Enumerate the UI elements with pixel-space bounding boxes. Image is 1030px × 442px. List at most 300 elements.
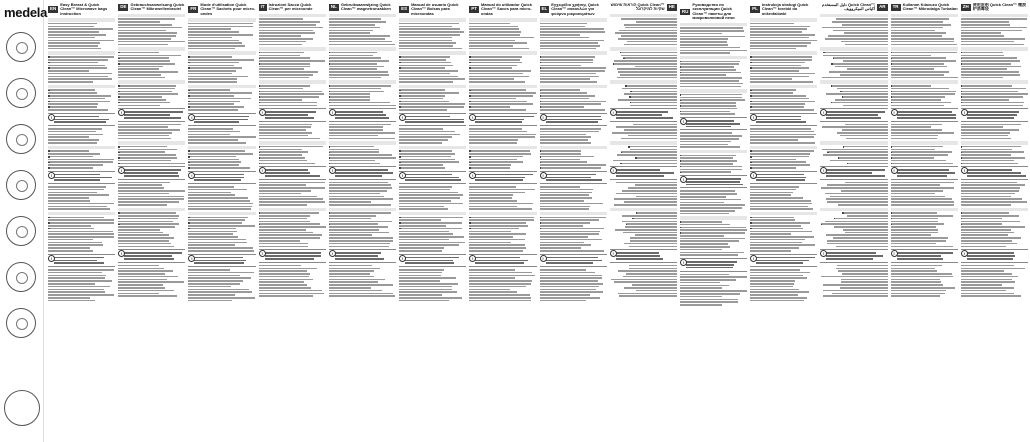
text-line (680, 282, 721, 284)
text-line (961, 138, 1011, 140)
text-line (329, 77, 381, 79)
text-line (841, 279, 888, 281)
text-line (188, 206, 252, 208)
text-line (961, 182, 1018, 184)
text-line (188, 272, 254, 274)
text-line (891, 44, 957, 46)
figure-3 (6, 124, 38, 154)
text-line (961, 93, 1028, 95)
text-line (118, 21, 160, 23)
text-line (834, 218, 888, 220)
text-line (825, 38, 887, 40)
text-line (961, 223, 1002, 225)
text-line (625, 27, 677, 29)
text-line (48, 81, 93, 83)
section-heading-bar (188, 51, 255, 55)
text-line (188, 194, 234, 196)
text-line (961, 129, 1019, 131)
text-line (259, 246, 309, 248)
text-line (680, 232, 745, 234)
text-line (750, 206, 808, 208)
column-header (469, 3, 536, 16)
text-line (259, 223, 321, 225)
text-line (329, 60, 389, 62)
text-line (188, 42, 242, 44)
text-line (329, 198, 393, 200)
text-line (891, 270, 938, 272)
text-line (891, 193, 936, 195)
text-line (48, 197, 89, 199)
column-header (891, 3, 958, 12)
text-line (399, 103, 465, 105)
text-line (329, 68, 378, 70)
section-heading-bar (680, 89, 747, 93)
text-line (891, 290, 946, 292)
text-line (961, 232, 1014, 234)
text-line (750, 139, 798, 141)
column-title: Руководство по эксплуатации Quick Clean™ пакеты для микроволновой печи (692, 3, 735, 21)
warning-note (680, 175, 747, 189)
text-line (118, 240, 169, 242)
text-line (540, 92, 588, 94)
text-line (188, 101, 240, 103)
illustration-panel (0, 0, 48, 442)
section-heading-bar (750, 18, 817, 22)
text-line (259, 32, 315, 34)
text-line (48, 250, 93, 252)
text-line (891, 281, 941, 283)
text-line (118, 223, 179, 225)
text-line (750, 283, 794, 285)
figure-2 (6, 78, 38, 108)
text-line (329, 212, 391, 214)
text-line (188, 247, 253, 249)
text-line (680, 279, 736, 281)
text-line (680, 113, 735, 115)
text-line (469, 134, 536, 136)
text-line (961, 66, 1021, 68)
text-line (48, 67, 107, 69)
text-line (329, 135, 379, 137)
text-line (961, 63, 1012, 65)
text-line (469, 242, 511, 244)
warning-note (48, 254, 115, 268)
text-line (961, 154, 1011, 156)
text-line (469, 167, 509, 169)
section-heading-bar (891, 208, 958, 212)
text-line (399, 164, 443, 166)
text-line (469, 297, 531, 299)
text-line (399, 277, 456, 279)
text-line (540, 106, 584, 108)
text-line (259, 279, 313, 281)
text-line (891, 77, 958, 79)
text-line (259, 163, 315, 165)
section-heading-bar (188, 146, 255, 150)
text-line (823, 52, 887, 54)
text-line (540, 76, 599, 78)
text-line (118, 279, 167, 281)
text-line (823, 295, 888, 297)
text-line (259, 91, 323, 93)
text-line (750, 142, 815, 144)
text-line (825, 221, 888, 223)
text-line (540, 225, 584, 227)
text-line (680, 66, 734, 68)
section-heading-bar (680, 150, 747, 154)
text-line (680, 246, 730, 248)
text-line (680, 290, 747, 292)
text-line (540, 194, 589, 196)
text-line (750, 89, 796, 91)
text-line (399, 106, 464, 108)
text-line (750, 106, 804, 108)
text-line (48, 269, 114, 271)
text-line (188, 67, 242, 69)
text-line (188, 200, 250, 202)
section-heading-bar (820, 141, 887, 145)
language-column (469, 3, 536, 439)
text-line (118, 229, 160, 231)
text-line (961, 99, 1009, 101)
text-line (680, 166, 742, 168)
text-line (540, 192, 593, 194)
text-line (399, 275, 441, 277)
text-line (622, 88, 677, 90)
text-line (750, 225, 801, 227)
text-line (891, 229, 938, 231)
text-line (188, 225, 255, 227)
text-line (329, 193, 380, 195)
text-line (118, 157, 177, 159)
text-line (891, 30, 935, 32)
text-line (188, 89, 229, 91)
text-line (329, 102, 391, 104)
text-line (118, 221, 173, 223)
text-line (635, 184, 677, 186)
text-line (188, 300, 231, 302)
section-heading-bar (329, 80, 396, 84)
text-line (750, 28, 807, 30)
text-line (680, 229, 747, 231)
text-line (118, 193, 168, 195)
text-line (329, 138, 395, 140)
text-line (259, 196, 318, 198)
section-heading-bar (469, 146, 536, 150)
text-line (961, 229, 1011, 231)
text-line (188, 28, 230, 30)
text-line (622, 215, 677, 217)
text-line (891, 32, 947, 34)
text-line (329, 35, 390, 37)
section-heading-bar (820, 47, 887, 51)
warning-note (469, 254, 536, 268)
text-line (188, 291, 251, 293)
column-title: دليل المستخدم Quick Clean™ أكياس الميكروويف (821, 3, 876, 12)
text-line (540, 164, 606, 166)
text-line (891, 85, 931, 87)
text-line (399, 203, 463, 205)
text-line (837, 132, 887, 134)
text-line (259, 149, 303, 151)
text-line (259, 284, 308, 286)
text-line (329, 96, 370, 98)
section-heading-bar (610, 208, 677, 212)
section-heading-bar (961, 80, 1028, 84)
text-line (680, 293, 740, 295)
text-line (750, 189, 796, 191)
text-line (540, 300, 586, 302)
text-line (540, 142, 592, 144)
text-line (831, 85, 888, 87)
text-line (329, 132, 395, 134)
text-line (961, 290, 1006, 292)
text-line (469, 153, 531, 155)
text-line (469, 103, 533, 105)
text-line (48, 109, 108, 111)
text-line (961, 221, 1020, 223)
text-line (540, 81, 598, 83)
text-line (961, 60, 1020, 62)
text-line (844, 32, 888, 34)
text-line (188, 136, 255, 138)
text-line (750, 78, 792, 80)
text-line (891, 182, 954, 184)
text-line (838, 157, 888, 159)
text-line (837, 88, 888, 90)
text-line (259, 52, 305, 54)
text-line (118, 66, 162, 68)
text-line (48, 76, 108, 78)
section-heading-bar (259, 47, 326, 51)
text-line (540, 136, 592, 138)
text-line (399, 250, 442, 252)
text-line (329, 265, 372, 267)
text-line (540, 228, 604, 230)
text-line (259, 265, 301, 267)
text-line (118, 71, 178, 73)
text-line (399, 42, 456, 44)
text-line (540, 236, 589, 238)
text-line (259, 96, 319, 98)
text-line (540, 40, 604, 42)
text-line (188, 98, 251, 100)
text-line (680, 105, 736, 107)
warning-note (961, 108, 1028, 122)
text-line (118, 30, 166, 32)
text-line (750, 291, 809, 293)
text-line (469, 194, 512, 196)
text-line (840, 135, 888, 137)
text-line (329, 57, 381, 59)
language-code-badge: EN (50, 6, 57, 12)
text-line (891, 99, 942, 101)
text-line (48, 294, 114, 296)
column-header (750, 3, 817, 16)
section-heading-bar (540, 212, 607, 216)
warning-note (48, 113, 115, 127)
text-line (961, 284, 1002, 286)
text-line (750, 300, 803, 302)
text-line (630, 105, 677, 107)
text-line (891, 35, 942, 37)
text-line (399, 37, 452, 39)
text-line (540, 247, 581, 249)
column-title: Instrukcja obsługi Quick Clean™ torebki do mikrofalówki (761, 3, 809, 16)
text-line (399, 150, 452, 152)
text-line (961, 102, 1024, 104)
column-title: Gebrauchsanweisung Quick Clean™ Mikrowellenbeutel (130, 3, 185, 12)
text-line (680, 36, 745, 38)
text-line (891, 68, 935, 70)
text-line (399, 233, 453, 235)
warning-note (188, 254, 255, 268)
text-line (618, 71, 677, 73)
text-line (48, 59, 108, 61)
text-line (750, 286, 793, 288)
text-line (680, 304, 722, 306)
text-line (540, 189, 594, 191)
text-line (633, 124, 677, 126)
text-line (838, 204, 888, 206)
text-line (891, 27, 943, 29)
text-line (259, 218, 307, 220)
text-line (618, 38, 677, 40)
warning-note (750, 254, 817, 268)
text-line (118, 135, 168, 137)
text-line (750, 228, 803, 230)
text-line (540, 109, 605, 111)
text-line (329, 30, 373, 32)
text-line (469, 272, 532, 274)
text-line (118, 96, 161, 98)
text-line (680, 227, 746, 229)
section-heading-bar (891, 47, 958, 51)
text-line (399, 239, 449, 241)
text-line (837, 265, 888, 267)
text-line (118, 41, 185, 43)
text-line (329, 38, 385, 40)
text-line (259, 221, 310, 223)
text-line (188, 192, 231, 194)
text-line (259, 21, 320, 23)
text-line (680, 301, 738, 303)
text-line (620, 52, 677, 54)
text-line (259, 193, 301, 195)
language-code-badge: FR (190, 6, 197, 12)
text-line (891, 226, 936, 228)
language-column (820, 3, 887, 439)
text-line (891, 184, 940, 186)
text-line (469, 150, 529, 152)
text-line (118, 246, 174, 248)
text-line (118, 243, 171, 245)
text-line (329, 160, 375, 162)
text-line (891, 221, 938, 223)
text-line (961, 68, 1007, 70)
text-line (469, 197, 512, 199)
text-line (329, 66, 384, 68)
text-line (329, 63, 377, 65)
text-line (540, 206, 590, 208)
text-line (540, 156, 595, 158)
text-line (961, 287, 1015, 289)
text-line (48, 164, 103, 166)
text-line (842, 129, 887, 131)
text-line (329, 240, 393, 242)
text-line (399, 167, 445, 169)
language-columns (48, 3, 1028, 439)
text-line (118, 63, 174, 65)
text-line (680, 171, 731, 173)
warning-note (891, 249, 958, 263)
column-header (540, 3, 607, 16)
text-line (259, 201, 326, 203)
text-line (48, 291, 105, 293)
text-line (961, 91, 1018, 93)
text-line (629, 268, 677, 270)
text-line (259, 30, 314, 32)
text-line (891, 38, 954, 40)
text-line (540, 70, 606, 72)
section-heading-bar (540, 146, 607, 150)
language-code-badge: ZH (962, 4, 969, 10)
text-line (259, 35, 301, 37)
figure-4 (6, 170, 38, 200)
text-line (680, 63, 739, 65)
text-line (823, 154, 888, 156)
text-line (48, 62, 98, 64)
warning-note (680, 117, 747, 131)
text-line (833, 30, 887, 32)
text-line (750, 95, 806, 97)
text-line (891, 201, 955, 203)
section-heading-bar (891, 14, 958, 18)
text-line (118, 190, 185, 192)
text-line (891, 52, 957, 54)
text-line (831, 63, 887, 65)
text-line (961, 24, 1010, 26)
text-line (961, 204, 1011, 206)
text-line (399, 217, 463, 219)
text-line (48, 272, 102, 274)
text-line (630, 240, 677, 242)
text-line (680, 196, 726, 198)
text-line (891, 102, 951, 104)
text-line (259, 74, 313, 76)
text-line (329, 270, 374, 272)
text-line (118, 237, 174, 239)
section-heading-bar (118, 80, 185, 84)
text-line (680, 141, 731, 143)
text-line (831, 102, 888, 104)
text-line (827, 184, 888, 186)
text-line (891, 243, 936, 245)
text-line (750, 242, 802, 244)
warning-note (610, 166, 677, 180)
text-line (399, 67, 445, 69)
text-line (48, 45, 98, 47)
text-line (469, 136, 535, 138)
text-line (399, 109, 447, 111)
text-line (750, 194, 790, 196)
text-line (399, 272, 442, 274)
text-line (847, 163, 888, 165)
text-line (118, 232, 162, 234)
text-line (329, 215, 376, 217)
text-line (329, 154, 392, 156)
text-line (188, 109, 238, 111)
